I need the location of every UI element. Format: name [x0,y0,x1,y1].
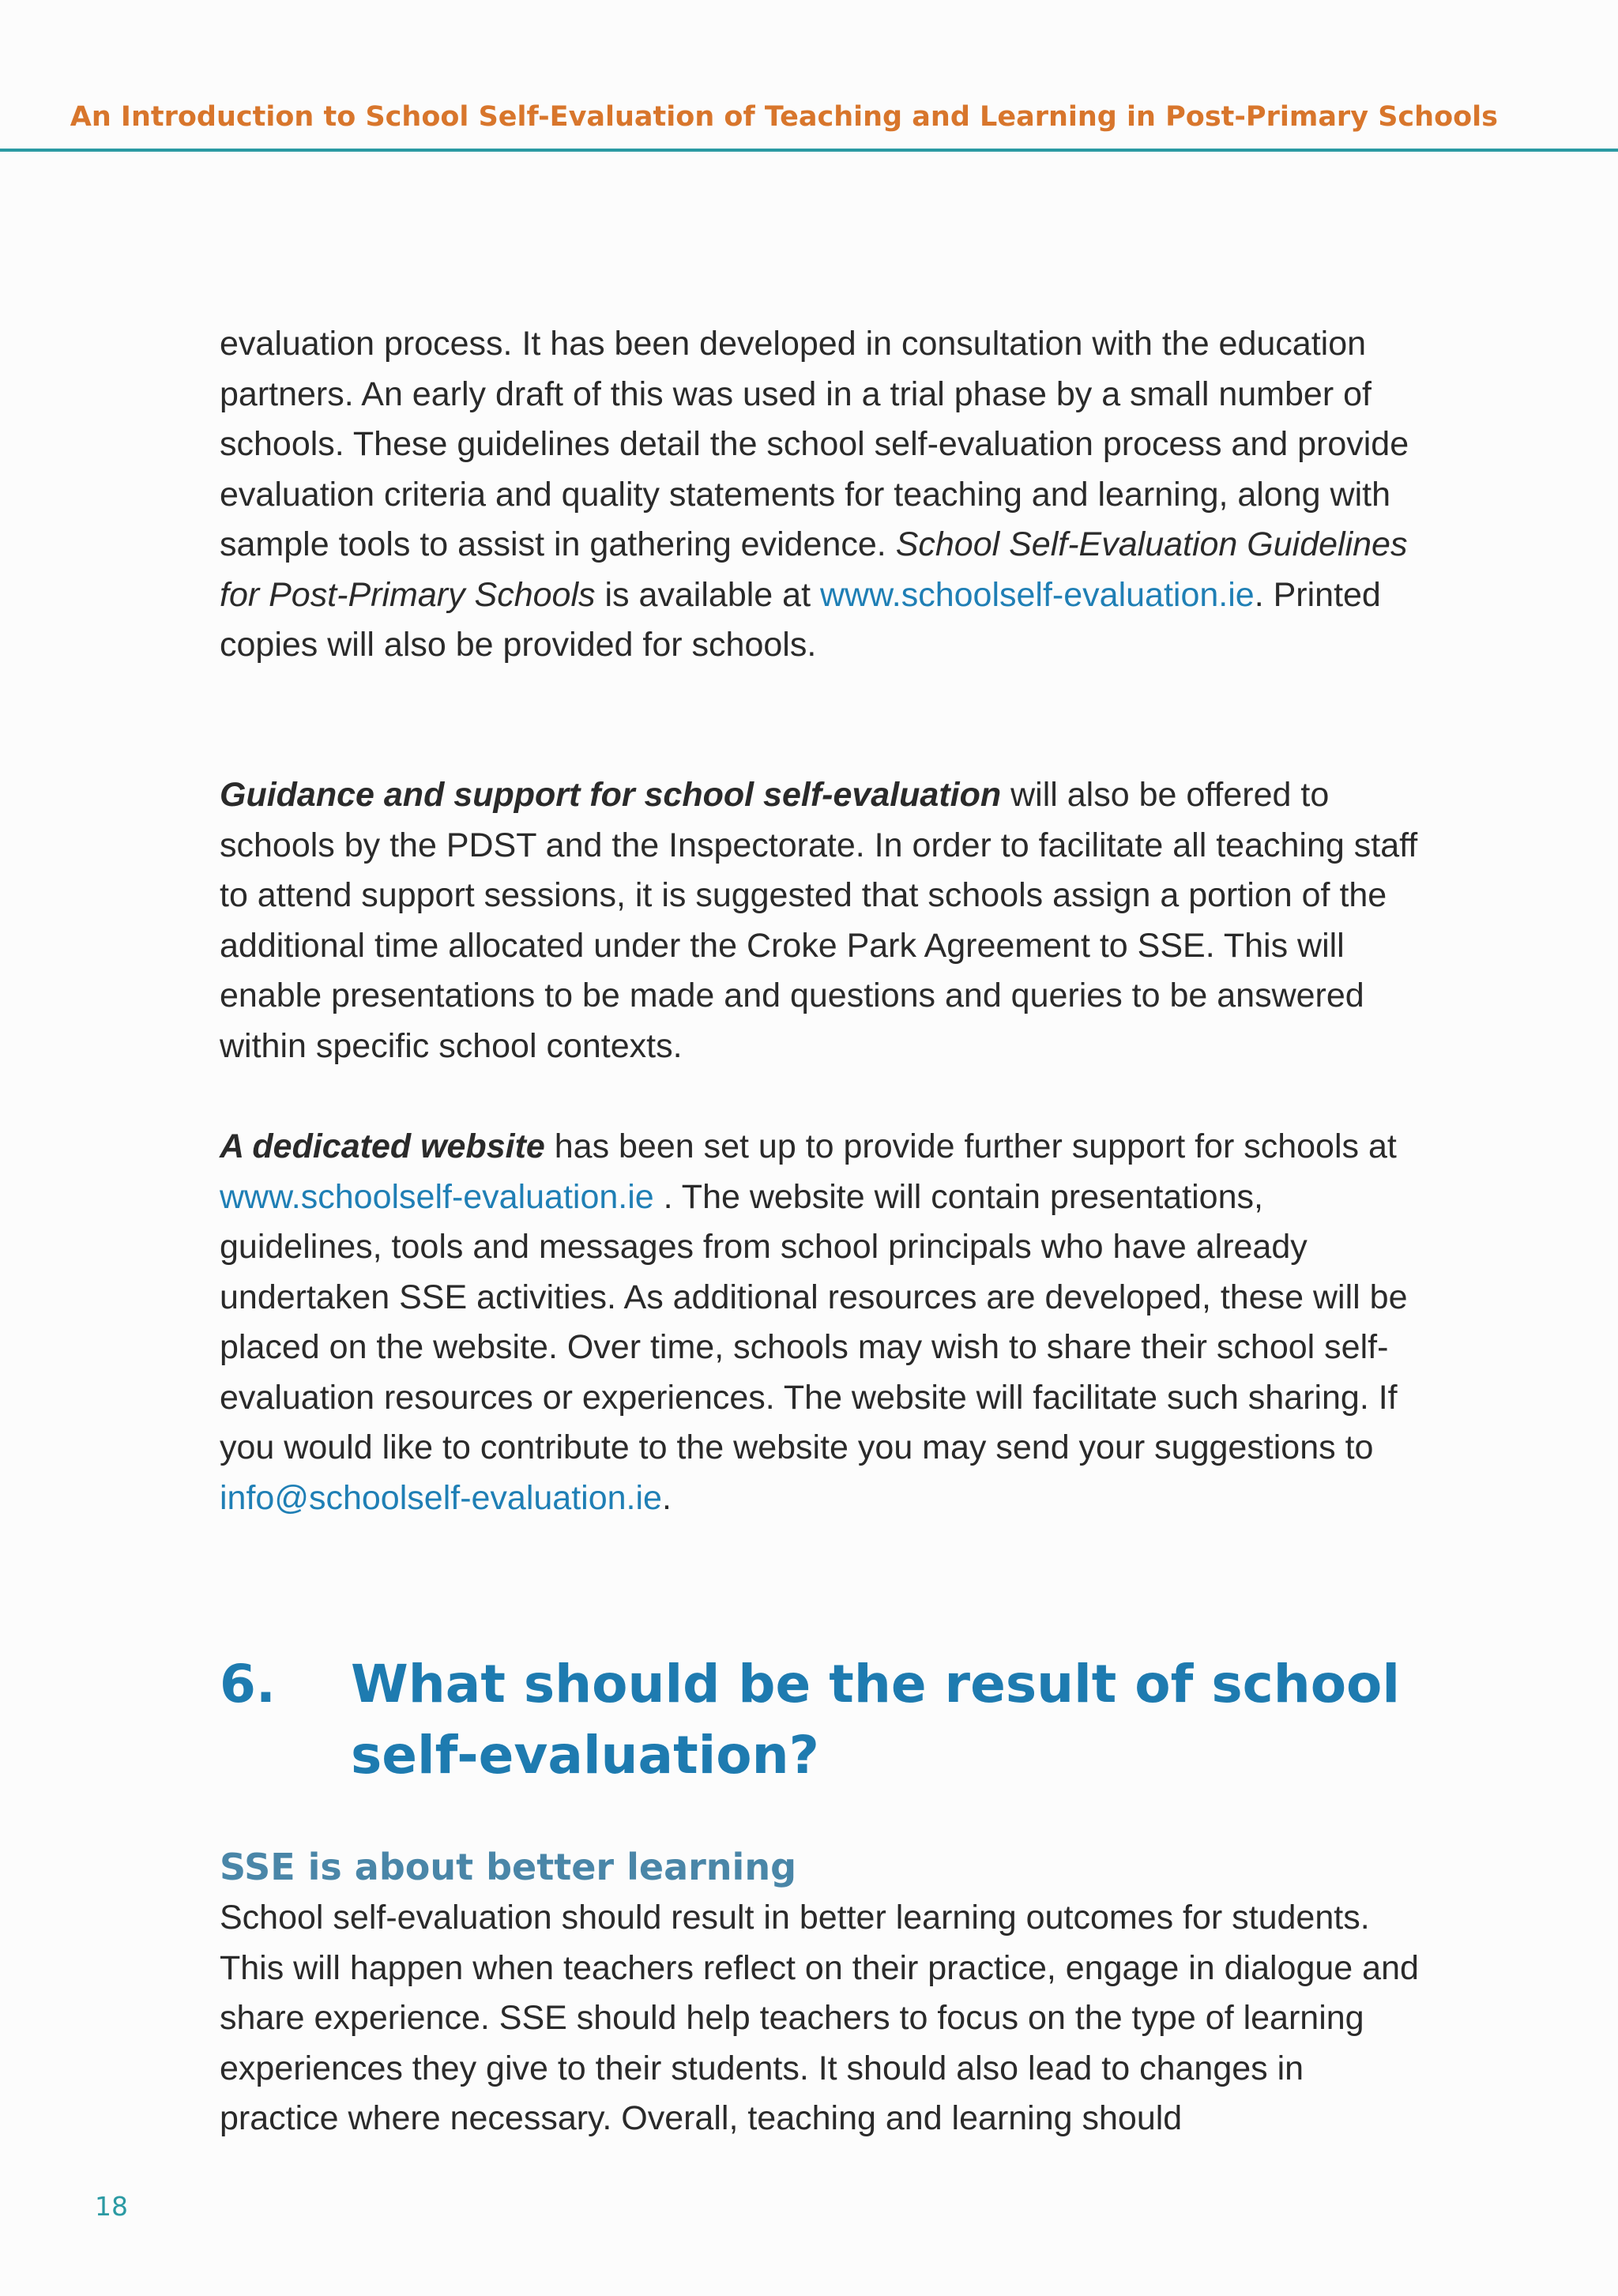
paragraph-better-learning [220,1893,1420,2144]
website-link[interactable]: www.schoolself-evaluation.ie [819,575,1255,614]
header-rule [0,149,1618,152]
paragraph-text: . The website will contain presentations, guidelines, tools and messages from school principals who have already undertaken SSE activities. As additional resources are developed, these will be placed on the website. Over time, schools may wish to share their school self-evaluation resources or experiences. The website will facilitate such sharing. If you would like to contribute to the website you may send your suggestions to [220,1177,1408,1466]
email-link[interactable]: info@schoolself-evaluation.ie [220,1478,662,1517]
subsection-heading: SSE is about better learning [220,1846,797,1888]
page-number: 18 [95,2191,128,2222]
paragraph-guidelines [220,319,1420,671]
paragraph-text: is available at [595,575,820,614]
paragraph-text: . Printed copies will also be provided for schools. [220,575,1381,664]
guidelines-title: School Self-Evaluation Guidelines for Post-Primary Schools [220,525,1408,614]
paragraph-text: will also be offered to schools by the PDST and the Inspectorate. In order to facilitate all teaching staff to attend support sessions, it is suggested that schools assign a portion of the additional time allocated under the Croke Park Agreement to SSE. This will enable presentations to be made and questions and queries to be answered within specific school contexts. [220,776,1418,1065]
paragraph-text: evaluation process. It has been developed in consultation with the education partners. An early draft of this was used in a trial phase by a small number of schools. These guidelines detail the school self-evaluation process and provide evaluation criteria and quality statements for teaching and learning, along with sample tools to assist in gathering evidence. [220,325,1409,563]
website-lead: A dedicated website [220,1127,545,1165]
paragraph-text: has been set up to provide further support for schools at [544,1127,1397,1165]
paragraph-text: School self-evaluation should result in better learning outcomes for students. This will happen when teachers reflect on their practice, engage in dialogue and share experience. SSE should help teachers to focus on the type of learning experiences they give to their students. It should also lead to changes in practice where necessary. Overall, teaching and learning should [220,1899,1419,2137]
paragraph-website [220,1122,1420,1523]
website-link[interactable]: www.schoolself-evaluation.ie [220,1177,654,1216]
running-header: An Introduction to School Self-Evaluation of Teaching and Learning in Post-Primary Schools [70,101,1498,133]
paragraph-text: . [661,1478,672,1517]
section-number: 6. [220,1654,276,1714]
section-title: What should be the result of school self-evaluation? [351,1654,1401,1786]
paragraph-guidance [220,770,1420,1071]
guidance-lead: Guidance and support for school self-evaluation [220,776,1002,814]
